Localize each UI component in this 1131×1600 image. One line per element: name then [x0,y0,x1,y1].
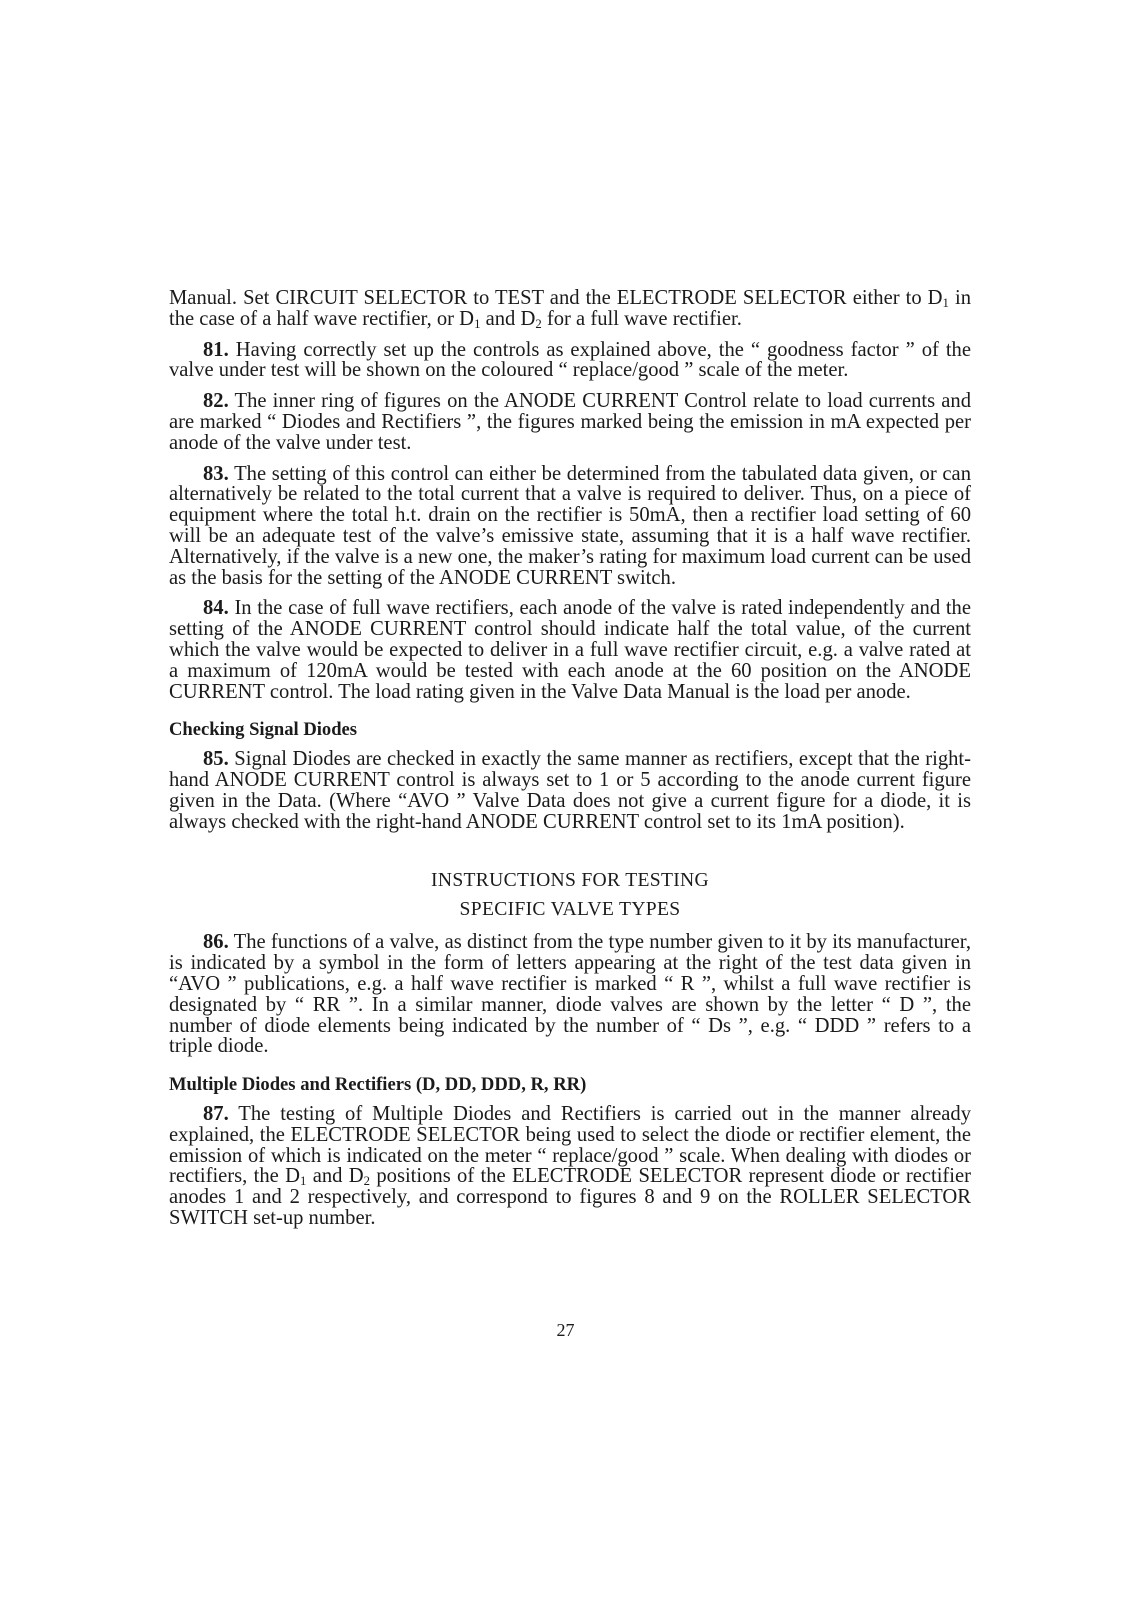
subscript: 1 [300,1174,307,1189]
paragraph-number: 84. [203,597,229,620]
subscript: 2 [363,1174,371,1189]
text-run: positions of the ELECTRODE SELECTOR represent diode or rectifier anodes 1 and 2 respectively, and correspond to figures 8 and 9 on the ROLLER SELECTOR SWITCH set-up number. [169,1165,971,1229]
paragraph-84 [169,598,971,702]
page-body [169,288,971,1239]
paragraph-number: 83. [203,462,229,485]
text-run: Manual. Set CIRCUIT SELECTOR to TEST and the ELECTRODE SELECTOR either to D [169,287,943,309]
subscript: 1 [942,296,949,311]
paragraph-text: The setting of this control can either be determined from the tabulated data given, or can alternatively be related to the total current that a valve is required to deliver. Thus, on a piece of equipment where the total h.t. drain on the rectifier is 50mA, then a rectifier load setting of 60 will be an adequate test of the valve’s emissive state, assuming that it is a half wave rectifier. Alternatively, if the valve is a new one, the maker’s rating for maximum load current can be used as the basis for the setting of the ANODE CURRENT switch. [169,462,971,589]
paragraph-number: 81. [203,338,229,361]
subscript: 1 [474,316,481,331]
subheading-multiple-diodes: Multiple Diodes and Rectifiers (D, DD, DDD, R, RR) [169,1074,587,1096]
text-run: and D [480,307,536,330]
paragraph-86 [169,932,971,1057]
paragraph-text: The inner ring of figures on the ANODE CURRENT Control relate to load currents and are marked “ Diodes and Rectifiers ”, the figures marked being the emission in mA expected per anode of the valve under test. [169,390,971,454]
text-run: and D [306,1165,364,1188]
text-run: in the case of a half wave rectifier, or D [169,287,971,330]
section-heading-line-2: SPECIFIC VALVE TYPES [459,899,681,921]
paragraph-80-continued [169,288,971,330]
paragraph-85 [169,749,971,832]
paragraph-text: In the case of full wave rectifiers, each anode of the valve is rated independently and the setting of the ANODE CURRENT control should indicate half the total value, of the current which the valve would be expected to deliver in a full wave rectifier circuit, e.g. a valve rated at a maximum of 120mA would be tested with each anode at the 60 position on the ANODE CURRENT control. The load rating given in the Valve Data Manual is the load per anode. [169,597,971,703]
paragraph-number: 86. [203,931,229,954]
paragraph-83 [169,464,971,589]
section-heading [169,866,971,924]
paragraph-text: Signal Diodes are checked in exactly the same manner as rectifiers, except that the right-hand ANODE CURRENT control is always set to 1 or 5 according to the anode current figure given in the Data. (Where “AVO ” Valve Data does not give a current figure for a diode, it is always checked with the right-hand ANODE CURRENT control set to its 1mA position). [169,748,971,833]
paragraph-82 [169,391,971,453]
text-run: The testing of Multiple Diodes and Rectifiers is carried out in the manner already explained, the ELECTRODE SELECTOR being used to select the diode or rectifier element, the emission of which is indicated on the meter “ replace/good ” scale. When dealing with diodes or rectifiers, the D [169,1102,971,1188]
paragraph-81 [169,340,971,382]
paragraph-number: 87. [203,1102,229,1125]
section-heading-line-1: INSTRUCTIONS FOR TESTING [431,870,709,892]
subheading-checking-signal-diodes: Checking Signal Diodes [169,719,358,741]
paragraph-number: 85. [203,748,229,771]
paragraph-number: 82. [203,390,229,413]
paragraph-text: The functions of a valve, as distinct from the type number given to it by its manufacturer, is indicated by a symbol in the form of letters appearing at the right of the test data given in “AVO ” publications, e.g. a half wave rectifier is marked “ R ”, whilst a full wave rectifier is designated by “ RR ”. In a similar manner, diode valves are shown by the letter “ D ”, the number of diode elements being indicated by the number of “ Ds ”, e.g. “ DDD ” refers to a triple diode. [169,931,971,1058]
page-number: 27 [556,1320,575,1340]
text-run: for a full wave rectifier. [541,307,742,330]
subscript: 2 [535,316,542,331]
paragraph-87 [169,1104,971,1229]
paragraph-text: Having correctly set up the controls as explained above, the “ goodness factor ” of the valve under test will be shown on the coloured “ replace/good ” scale of the meter. [169,338,971,382]
